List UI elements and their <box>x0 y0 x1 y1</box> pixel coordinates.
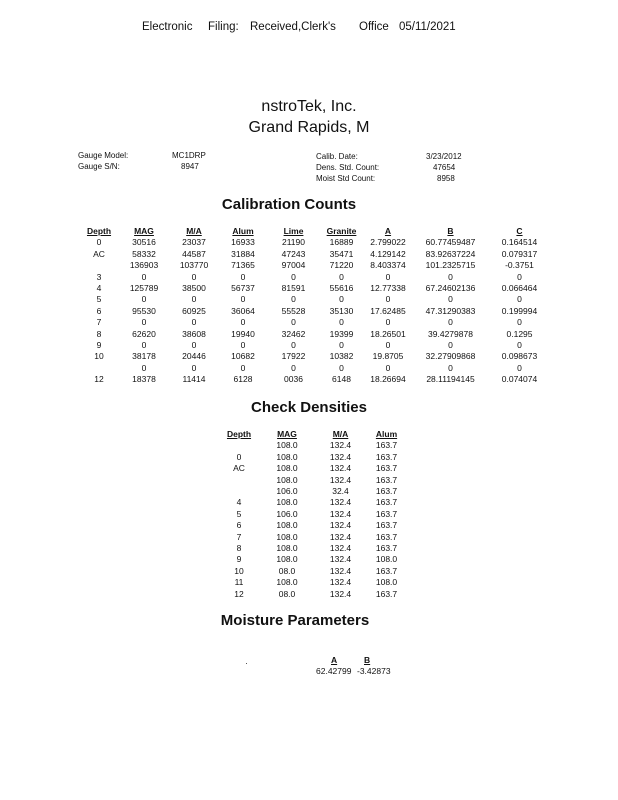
calibration-cell-mag: 0 <box>141 294 147 305</box>
check-cell-m-a: 132.4 <box>329 508 352 519</box>
calibration-cell-lime: 0036 <box>284 374 303 385</box>
calibration-cell-mag: 0 <box>141 271 147 282</box>
calibration-cell-alum: 31884 <box>231 248 255 259</box>
calibration-cell-mag: 30516 <box>132 237 156 248</box>
calibration-cell-c: 0 <box>517 340 522 351</box>
calibration-cell-granite: 0 <box>339 362 344 373</box>
calibration-cell-m-a: 23037 <box>182 237 206 248</box>
calibration-cell-granite: 0 <box>339 317 344 328</box>
check-cell-m-a: 132.4 <box>329 520 352 531</box>
calibration-cell-b: 0 <box>448 340 453 351</box>
calibration-cell-granite: 55616 <box>329 283 354 294</box>
calibration-header-m-a: M/A <box>186 226 202 236</box>
calibration-cell-a: 12.77338 <box>370 283 406 294</box>
moisture-title: Moisture Parameters <box>220 612 370 629</box>
calibration-cell-m-a: 60925 <box>182 305 206 316</box>
calibration-cell-mag: 62620 <box>132 328 156 339</box>
calib-date-value: 3/23/2012 <box>426 152 462 161</box>
check-cell-m-a: 132.4 <box>329 451 352 462</box>
calibration-cell-alum: 71365 <box>231 260 255 271</box>
calibration-cell-depth: 8 <box>96 328 102 339</box>
check-cell-mag: 108.0 <box>276 463 298 474</box>
gauge-model-value: MC1DRP <box>172 151 206 160</box>
calibration-header-b: B <box>447 226 454 236</box>
calibration-cell-m-a: 11414 <box>182 374 206 385</box>
calibration-cell-alum: 56737 <box>231 283 255 294</box>
check-cell-alum: 163.7 <box>375 588 398 599</box>
calibration-cell-alum: 10682 <box>231 351 255 362</box>
check-cell-alum: 163.7 <box>375 531 398 542</box>
calibration-cell-depth: 6 <box>96 305 102 316</box>
calibration-cell-b: 67.24602136 <box>425 283 476 294</box>
calibration-header-granite: Granite <box>326 226 357 236</box>
calibration-cell-c: 0 <box>517 362 522 373</box>
table-row <box>80 306 550 317</box>
calibration-header-c: C <box>516 226 523 236</box>
dens-std-value: 47654 <box>433 163 456 172</box>
check-cell-alum: 163.7 <box>375 474 398 485</box>
check-cell-m-a: 132.4 <box>329 543 352 554</box>
check-cell-alum: 108.0 <box>375 577 398 588</box>
calibration-cell-b: 101.2325715 <box>425 260 476 271</box>
calibration-cell-a: 0 <box>385 271 391 282</box>
check-cell-m-a: 132.4 <box>329 531 352 542</box>
calibration-cell-m-a: 38500 <box>182 283 206 294</box>
check-cell-depth: 8 <box>236 543 242 554</box>
calibration-cell-alum: 0 <box>240 340 246 351</box>
calibration-cell-depth: 4 <box>96 283 102 294</box>
calibration-cell-lime: 0 <box>291 362 296 373</box>
company-name: nstroTek, Inc. <box>261 98 357 115</box>
calibration-cell-alum: 16933 <box>231 237 255 248</box>
calibration-cell-b: 0 <box>448 271 453 282</box>
moisture-b-label: B <box>364 655 371 665</box>
calibration-cell-a: 18.26694 <box>370 374 406 385</box>
table-row <box>80 283 550 294</box>
check-cell-mag: 108.0 <box>276 474 298 485</box>
calibration-cell-b: 0 <box>448 294 453 305</box>
check-cell-depth: 4 <box>236 497 242 508</box>
calibration-cell-m-a: 0 <box>191 271 197 282</box>
check-header-row <box>222 429 410 440</box>
calibration-cell-depth: 0 <box>96 237 102 248</box>
table-row <box>222 452 410 463</box>
calibration-cell-depth <box>80 260 118 271</box>
check-cell-m-a: 132.4 <box>329 463 352 474</box>
calibration-cell-depth: 5 <box>96 294 102 305</box>
check-densities-title: Check Densities <box>251 399 367 416</box>
calibration-header-alum: Alum <box>232 226 254 236</box>
table-row <box>222 486 410 497</box>
calibration-cell-granite: 0 <box>339 340 344 351</box>
calibration-header-row <box>80 226 550 237</box>
calibration-cell-mag: 125789 <box>129 283 159 294</box>
check-cell-depth: 10 <box>234 565 244 576</box>
check-cell-mag: 108.0 <box>276 520 298 531</box>
table-row <box>80 329 550 340</box>
calibration-cell-mag: 136903 <box>129 260 159 271</box>
table-row <box>222 463 410 474</box>
table-row <box>80 351 550 362</box>
filing-received: Received,Clerk's <box>250 21 336 33</box>
calibration-cell-a: 19.8705 <box>372 351 404 362</box>
moisture-a-value: 62.42799 <box>316 666 352 676</box>
calibration-cell-m-a: 0 <box>191 317 197 328</box>
table-row <box>222 554 410 565</box>
calibration-cell-granite: 19399 <box>329 328 354 339</box>
check-cell-depth <box>222 486 256 497</box>
table-row <box>80 340 550 351</box>
calibration-cell-a: 18.26501 <box>370 328 406 339</box>
check-cell-alum: 163.7 <box>375 508 398 519</box>
calibration-cell-a: 17.62485 <box>370 305 406 316</box>
calibration-cell-m-a: 103770 <box>179 260 209 271</box>
speck-mark <box>246 663 247 664</box>
check-header-depth: Depth <box>226 429 252 439</box>
calibration-cell-depth: 7 <box>96 317 102 328</box>
calibration-cell-c: 0.079317 <box>501 248 538 259</box>
calibration-cell-lime: 17922 <box>281 351 306 362</box>
check-cell-alum: 108.0 <box>375 554 398 565</box>
calibration-cell-lime: 0 <box>291 317 296 328</box>
table-row <box>222 577 410 588</box>
calibration-cell-lime: 0 <box>291 271 296 282</box>
table-row <box>80 374 550 385</box>
calibration-header-mag: MAG <box>134 226 154 236</box>
calibration-cell-granite: 0 <box>339 294 344 305</box>
calibration-cell-alum: 6128 <box>233 374 253 385</box>
check-top-value: 108.0 <box>276 440 298 451</box>
calibration-cell-alum: 36064 <box>231 305 255 316</box>
filing-electronic: Electronic <box>142 21 193 33</box>
table-row <box>80 260 550 271</box>
calibration-cell-a: 0 <box>385 340 391 351</box>
calibration-cell-lime: 97004 <box>281 260 306 271</box>
gauge-model-label: Gauge Model: <box>78 151 129 160</box>
check-top-value: 163.7 <box>375 440 398 451</box>
calibration-cell-lime: 0 <box>291 340 296 351</box>
calibration-cell-granite: 71220 <box>329 260 354 271</box>
calibration-header-lime: Lime <box>283 226 304 236</box>
calibration-cell-lime: 0 <box>291 294 296 305</box>
calibration-cell-mag: 0 <box>141 317 147 328</box>
check-cell-m-a: 32.4 <box>332 486 349 497</box>
calibration-cell-c: 0.199994 <box>501 305 538 316</box>
check-cell-alum: 163.7 <box>375 486 398 497</box>
table-row <box>222 520 410 531</box>
calibration-cell-c: 0 <box>517 271 522 282</box>
calibration-cell-depth: 3 <box>96 271 102 282</box>
gauge-sn-value: 8947 <box>181 162 199 171</box>
calibration-cell-lime: 81591 <box>281 283 306 294</box>
calibration-cell-m-a: 0 <box>191 362 197 373</box>
check-cell-mag: 08.0 <box>278 565 296 576</box>
calibration-header-a: A <box>384 226 392 236</box>
check-cell-alum: 163.7 <box>375 543 398 554</box>
check-cell-alum: 163.7 <box>375 565 398 576</box>
calibration-cell-alum: 0 <box>240 317 246 328</box>
check-cell-depth: 0 <box>236 451 242 462</box>
check-top-values-row <box>222 440 410 451</box>
check-cell-m-a: 132.4 <box>329 565 352 576</box>
table-row <box>222 543 410 554</box>
calibration-cell-lime: 21190 <box>281 237 305 248</box>
calibration-cell-c: 0.164514 <box>501 237 538 248</box>
calibration-cell-alum: 0 <box>240 294 246 305</box>
moist-std-label: Moist Std Count: <box>316 174 376 183</box>
calibration-cell-depth: AC <box>93 248 105 259</box>
calibration-cell-m-a: 38608 <box>182 328 206 339</box>
check-cell-alum: 163.7 <box>375 463 398 474</box>
check-cell-mag: 106.0 <box>276 508 298 519</box>
check-header-alum: Alum <box>375 429 398 439</box>
check-cell-m-a: 132.4 <box>329 497 352 508</box>
calibration-cell-granite: 35130 <box>329 305 354 316</box>
calibration-cell-a: 0 <box>385 317 391 328</box>
dens-std-label: Dens. Std. Count: <box>316 163 380 172</box>
check-cell-depth: 11 <box>234 577 244 588</box>
calibration-cell-m-a: 20446 <box>182 351 206 362</box>
check-cell-m-a: 132.4 <box>329 554 352 565</box>
calibration-cell-alum: 0 <box>240 362 246 373</box>
calibration-table <box>80 226 550 386</box>
calibration-header-depth: Depth <box>86 226 112 236</box>
table-row <box>80 317 550 328</box>
calibration-cell-a: 2.799022 <box>370 237 406 248</box>
calibration-cell-b: 47.31290383 <box>425 305 476 316</box>
filing-date: 05/11/2021 <box>399 21 456 33</box>
check-cell-alum: 163.7 <box>375 451 398 462</box>
table-row <box>222 566 410 577</box>
check-cell-alum: 163.7 <box>375 520 398 531</box>
check-cell-alum: 163.7 <box>375 497 398 508</box>
check-cell-depth: 5 <box>236 508 242 519</box>
check-cell-mag: 108.0 <box>276 543 298 554</box>
calibration-cell-c: 0.074074 <box>501 374 538 385</box>
table-row <box>80 249 550 260</box>
calibration-cell-a: 0 <box>385 362 391 373</box>
check-cell-mag: 108.0 <box>276 497 298 508</box>
table-row <box>80 237 550 248</box>
calibration-cell-m-a: 0 <box>191 294 197 305</box>
calibration-cell-b: 60.77459487 <box>425 237 476 248</box>
table-row <box>80 363 550 374</box>
calibration-cell-granite: 35471 <box>329 248 354 259</box>
calibration-cell-c: 0 <box>517 317 522 328</box>
filing-office: Office <box>359 21 389 33</box>
calibration-cell-granite: 6148 <box>332 374 351 385</box>
calibration-cell-c: 0.1295 <box>506 328 533 339</box>
calibration-cell-mag: 0 <box>141 362 147 373</box>
calibration-cell-mag: 18378 <box>132 374 156 385</box>
calibration-cell-lime: 32462 <box>281 328 306 339</box>
check-cell-mag: 108.0 <box>276 531 298 542</box>
calibration-cell-lime: 47243 <box>281 248 306 259</box>
calibration-cell-b: 32.27909868 <box>425 351 476 362</box>
calibration-cell-lime: 55528 <box>281 305 306 316</box>
calib-date-label: Calib. Date: <box>316 152 358 161</box>
check-top-blank <box>222 440 256 451</box>
check-densities-table <box>222 429 410 600</box>
calibration-cell-granite: 10382 <box>329 351 354 362</box>
moisture-a-label: A <box>331 655 338 665</box>
check-cell-depth: 6 <box>236 520 242 531</box>
check-top-value: 132.4 <box>329 440 352 451</box>
check-cell-mag: 108.0 <box>276 554 298 565</box>
table-row <box>222 497 410 508</box>
check-header-mag: MAG <box>277 429 297 439</box>
calibration-cell-mag: 38178 <box>132 351 156 362</box>
calibration-cell-alum: 19940 <box>231 328 255 339</box>
calibration-cell-depth: 9 <box>96 340 102 351</box>
table-row <box>80 272 550 283</box>
calibration-cell-depth: 12 <box>94 374 104 385</box>
calibration-cell-b: 39.4279878 <box>428 328 473 339</box>
gauge-sn-label: Gauge S/N: <box>78 162 120 171</box>
calibration-cell-b: 0 <box>448 317 453 328</box>
calibration-cell-mag: 58332 <box>132 248 156 259</box>
calibration-cell-mag: 95530 <box>132 305 156 316</box>
calibration-cell-c: 0.098673 <box>501 351 538 362</box>
check-cell-m-a: 132.4 <box>329 588 352 599</box>
table-row <box>222 532 410 543</box>
calibration-cell-c: -0.3751 <box>505 260 534 271</box>
calibration-cell-alum: 0 <box>240 271 246 282</box>
calibration-cell-mag: 0 <box>141 340 147 351</box>
check-cell-mag: 108.0 <box>276 577 298 588</box>
calibration-cell-b: 0 <box>448 362 453 373</box>
filing-label: Filing: <box>208 21 239 33</box>
calibration-cell-m-a: 44587 <box>182 248 206 259</box>
table-row <box>222 475 410 486</box>
check-cell-m-a: 132.4 <box>329 577 352 588</box>
calibration-cell-depth <box>80 363 118 374</box>
calibration-cell-granite: 16889 <box>329 237 354 248</box>
check-cell-m-a: 132.4 <box>329 474 352 485</box>
calibration-cell-m-a: 0 <box>191 340 197 351</box>
calibration-cell-depth: 10 <box>94 351 104 362</box>
calibration-cell-a: 4.129142 <box>370 248 406 259</box>
check-cell-depth: 12 <box>234 588 244 599</box>
moisture-b-value: -3.42873 <box>357 666 391 676</box>
calibration-cell-a: 8.403374 <box>370 260 406 271</box>
table-row <box>80 294 550 305</box>
moist-std-value: 8958 <box>437 174 455 183</box>
check-header-m-a: M/A <box>332 429 349 439</box>
calibration-cell-b: 28.11194145 <box>426 374 475 385</box>
company-city: Grand Rapids, M <box>248 119 370 136</box>
check-cell-mag: 08.0 <box>278 588 296 599</box>
calibration-cell-a: 0 <box>385 294 391 305</box>
calibration-cell-c: 0.066464 <box>501 283 538 294</box>
calibration-cell-b: 83.92637224 <box>425 248 476 259</box>
check-cell-depth <box>222 475 256 486</box>
calibration-title: Calibration Counts <box>221 196 357 213</box>
check-cell-depth: 7 <box>236 531 242 542</box>
table-row <box>222 589 410 600</box>
calibration-cell-granite: 0 <box>339 271 344 282</box>
table-row <box>222 509 410 520</box>
check-cell-depth: AC <box>233 463 245 474</box>
check-cell-depth: 9 <box>236 554 242 565</box>
check-cell-mag: 106.0 <box>276 486 298 497</box>
check-cell-mag: 108.0 <box>276 451 298 462</box>
calibration-cell-c: 0 <box>517 294 522 305</box>
